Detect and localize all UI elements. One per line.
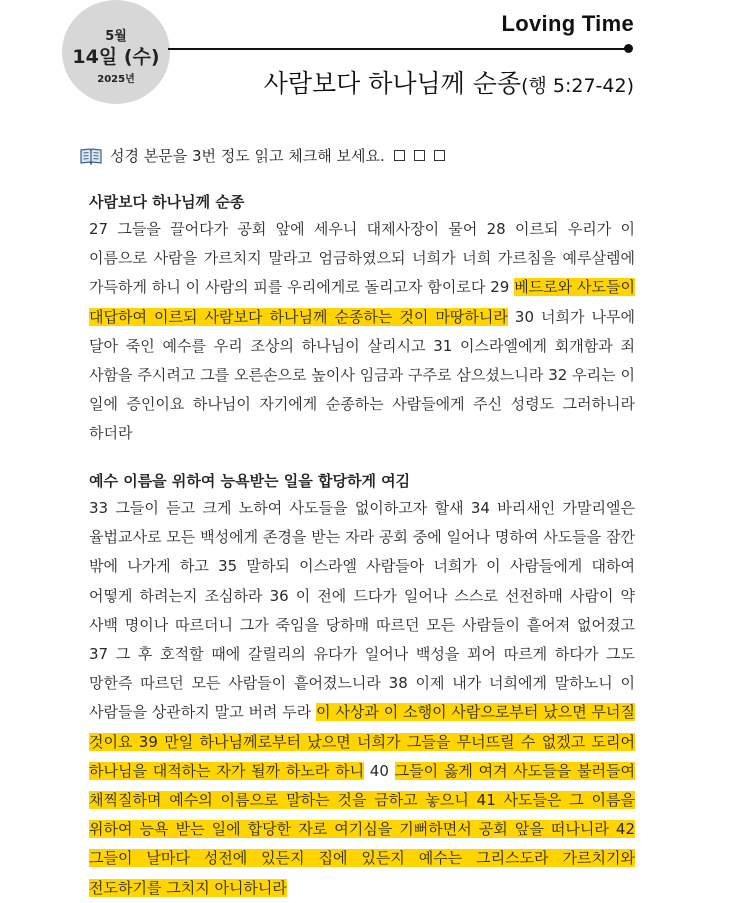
- verse-segment: 30 너희가 나무에 달아 죽인 예수를 우리 조상의 하나님이 살리시고 31 이스라엘에게 회개함과 죄 사함을 주시려고 그를 오른손으로 높이사 임금과 구주로 삼으셨느니라 32 우리는 이 일에 증인이요 하나님이 자기에게 순종하는 사람들에게 주신 성령도 그러하니라 하더라: [89, 308, 635, 443]
- date-badge: [62, 0, 170, 104]
- read-checkbox-1[interactable]: [394, 150, 405, 161]
- highlighted-verse: 그들이 옳게 여겨 사도들을 불러들여 채찍질하며 예수의 이름으로 말하는 것을 금하고 놓으니 41 사도들은 그 이름을 위하여 능욕 받는 일에 합당한 자로 여기심을 기뻐하면서 공회 앞을 떠나니라 42 그들이 날마다 성전에 있든지 집에 있든지 예수는 그리스도라 가르치기와 전도하기를 그치지 아니하니라: [89, 762, 635, 897]
- section-title: 사람보다 하나님께 순종: [89, 189, 635, 215]
- section-1: [89, 189, 635, 449]
- verse-segment: 27 그들을 끌어다가 공회 앞에 세우니 대제사장이 물어 28 이르되 우리가 이 이름으로 사람을 가르치지 말라고 엄금하였으되 너희가 너희 가르침을 예루살렘에 가득하게 하니 이 사람의 피를 우리에게로 돌리고자 함이로다 29: [89, 220, 635, 296]
- highlighted-verse: 베드로와 사도들이 대답하여 이르되 사람보다 하나님께 순종하는 것이 마땅하니라: [89, 278, 635, 325]
- verse-text: [89, 215, 635, 449]
- date-month: 5월: [105, 25, 127, 44]
- date-year: 2025년: [97, 70, 135, 85]
- page-title: [264, 64, 634, 100]
- read-checkbox-3[interactable]: [434, 150, 445, 161]
- verse-segment: 40: [364, 762, 395, 780]
- highlighted-verse: 이 사상과 이 소행이 사람으로부터 났으면 무너질 것이요 39 만일 하나님께로부터 났으면 너희가 그들을 무너뜨릴 수 없겠고 도리어 하나님을 대적하는 자가 될까 하노라 하니: [89, 703, 635, 779]
- date-day: 14일 (수): [72, 44, 159, 70]
- reading-instruction: [80, 145, 445, 166]
- title-text: 사람보다 하나님께 순종: [264, 69, 521, 98]
- header-divider-dot: [624, 44, 633, 53]
- instruction-text: 성경 본문을 3번 정도 읽고 체크해 보세요.: [110, 145, 385, 166]
- open-book-icon: [80, 147, 102, 165]
- section-title: 예수 이름을 위하여 능욕받는 일을 합당하게 여김: [89, 468, 635, 494]
- section-2: [89, 468, 635, 903]
- scripture-reference: (행 5:27-42): [521, 75, 634, 97]
- header-divider: [168, 48, 628, 50]
- read-checkbox-2[interactable]: [414, 150, 425, 161]
- verse-text: [89, 494, 635, 903]
- brand-title: Loving Time: [502, 11, 634, 37]
- verse-segment: 33 그들이 듣고 크게 노하여 사도들을 없이하고자 할새 34 바리새인 가말리엘은 율법교사로 모든 백성에게 존경을 받는 자라 공회 중에 일어나 명하여 사도들을 잠깐 밖에 나가게 하고 35 말하되 이스라엘 사람들아 너희가 이 사람들에게 대하여 어떻게 하려는지 조심하라 36 이 전에 드다가 일어나 스스로 선전하매 사람이 약 사백 명이나 따르더니 그가 죽임을 당하매 따르던 모든 사람들이 흩어져 없어졌고 37 그 후 호적할 때에 갈릴리의 유다가 일어나 백성을 꾀어 따르게 하다가 그도 망한즉 따르던 모든 사람들이 흩어졌느니라 38 이제 내가 너희에게 말하노니 이 사람들을 상관하지 말고 버려 두라: [89, 499, 635, 721]
